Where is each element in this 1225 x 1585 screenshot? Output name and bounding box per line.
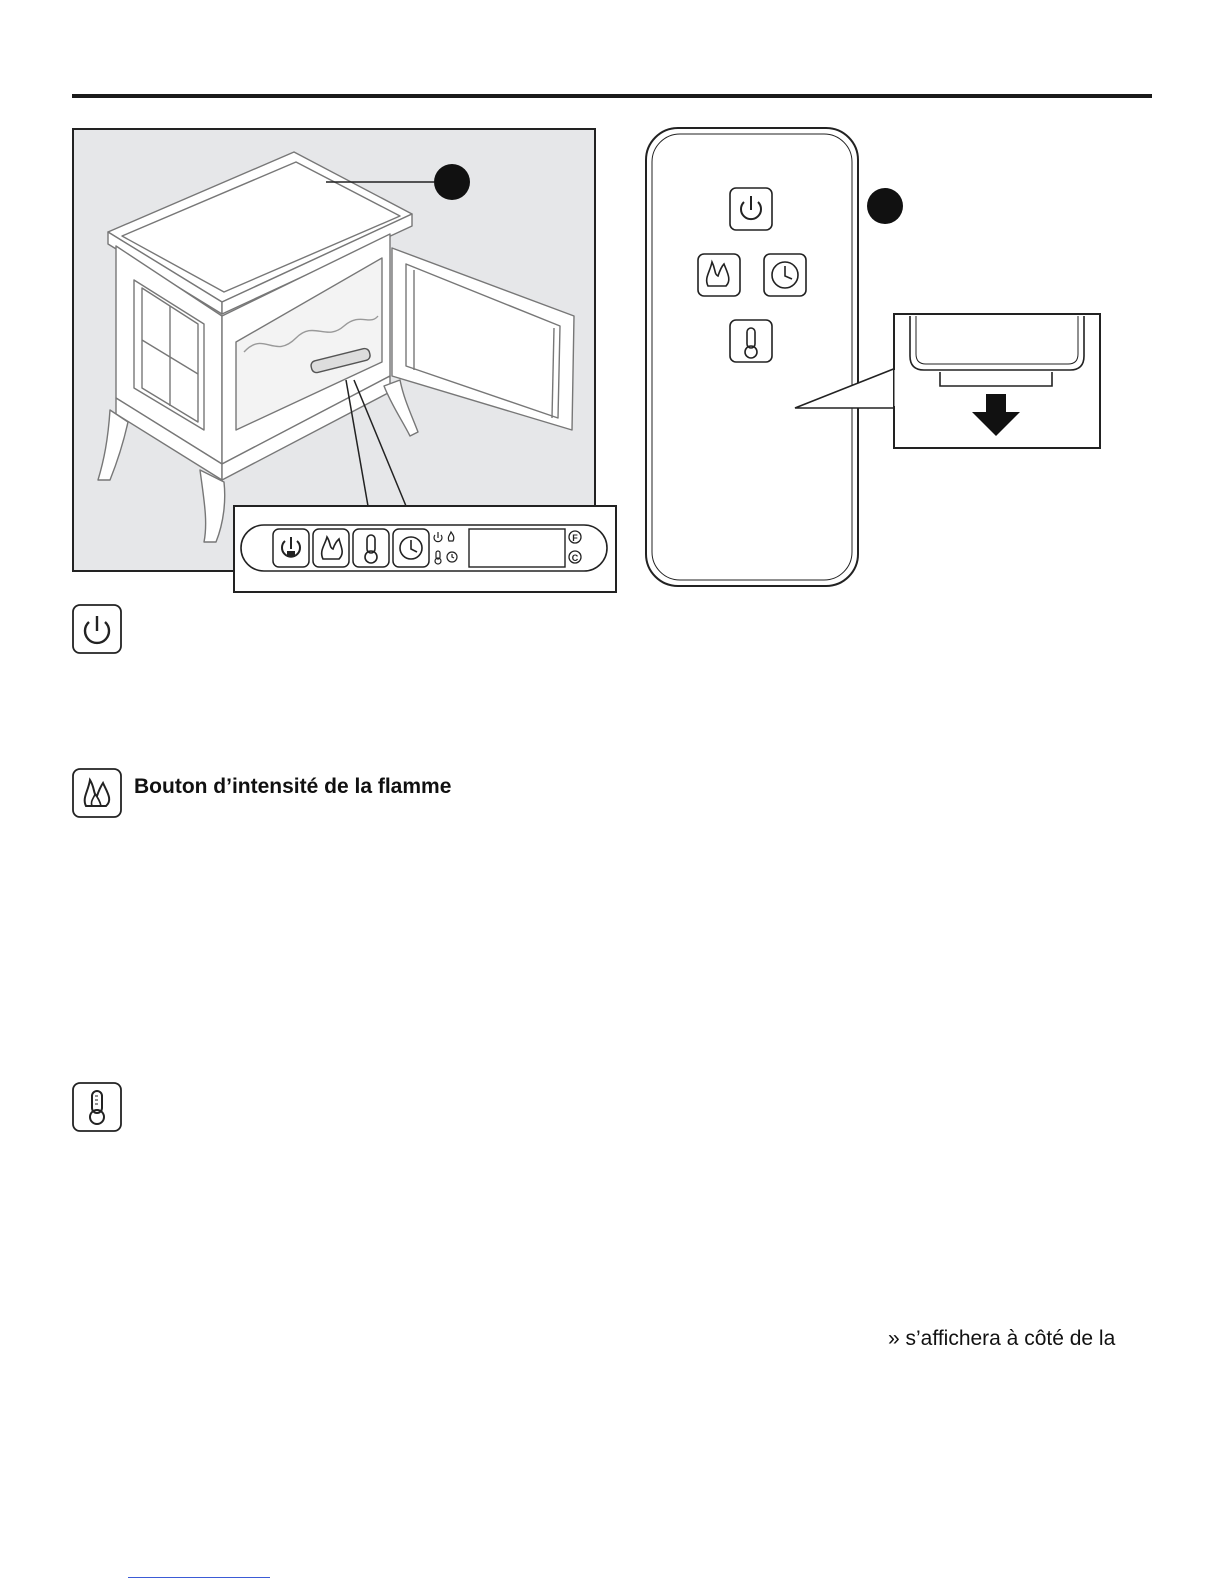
- control-panel-drawing: [235, 507, 615, 591]
- control-panel-closeup: [233, 505, 617, 593]
- top-rule: [72, 94, 1152, 98]
- remote-thermometer-icon: [730, 320, 772, 362]
- power-icon: [72, 604, 122, 654]
- flame-icon: [313, 529, 349, 567]
- callout-marker-stove: [434, 164, 470, 200]
- thermometer-icon: [72, 1082, 122, 1132]
- flame-icon: [72, 768, 122, 818]
- callout-marker-remote: [867, 188, 903, 224]
- temperature-display-text: » s’affichera à côté de la: [888, 1327, 1116, 1350]
- thermometer-icon: [353, 529, 389, 567]
- remote-clock-icon: [764, 254, 806, 296]
- remote-control-illustration: [600, 120, 1120, 600]
- remote-power-icon: [730, 188, 772, 230]
- unit-f-label: F: [572, 533, 578, 543]
- lcd-display: [469, 529, 565, 567]
- footer-link-underline: [128, 1577, 270, 1578]
- flame-section-heading: Bouton d’intensité de la flamme: [134, 775, 452, 798]
- unit-c-label: C: [571, 553, 579, 563]
- power-icon: [273, 529, 309, 567]
- remote-flame-icon: [698, 254, 740, 296]
- clock-icon: [393, 529, 429, 567]
